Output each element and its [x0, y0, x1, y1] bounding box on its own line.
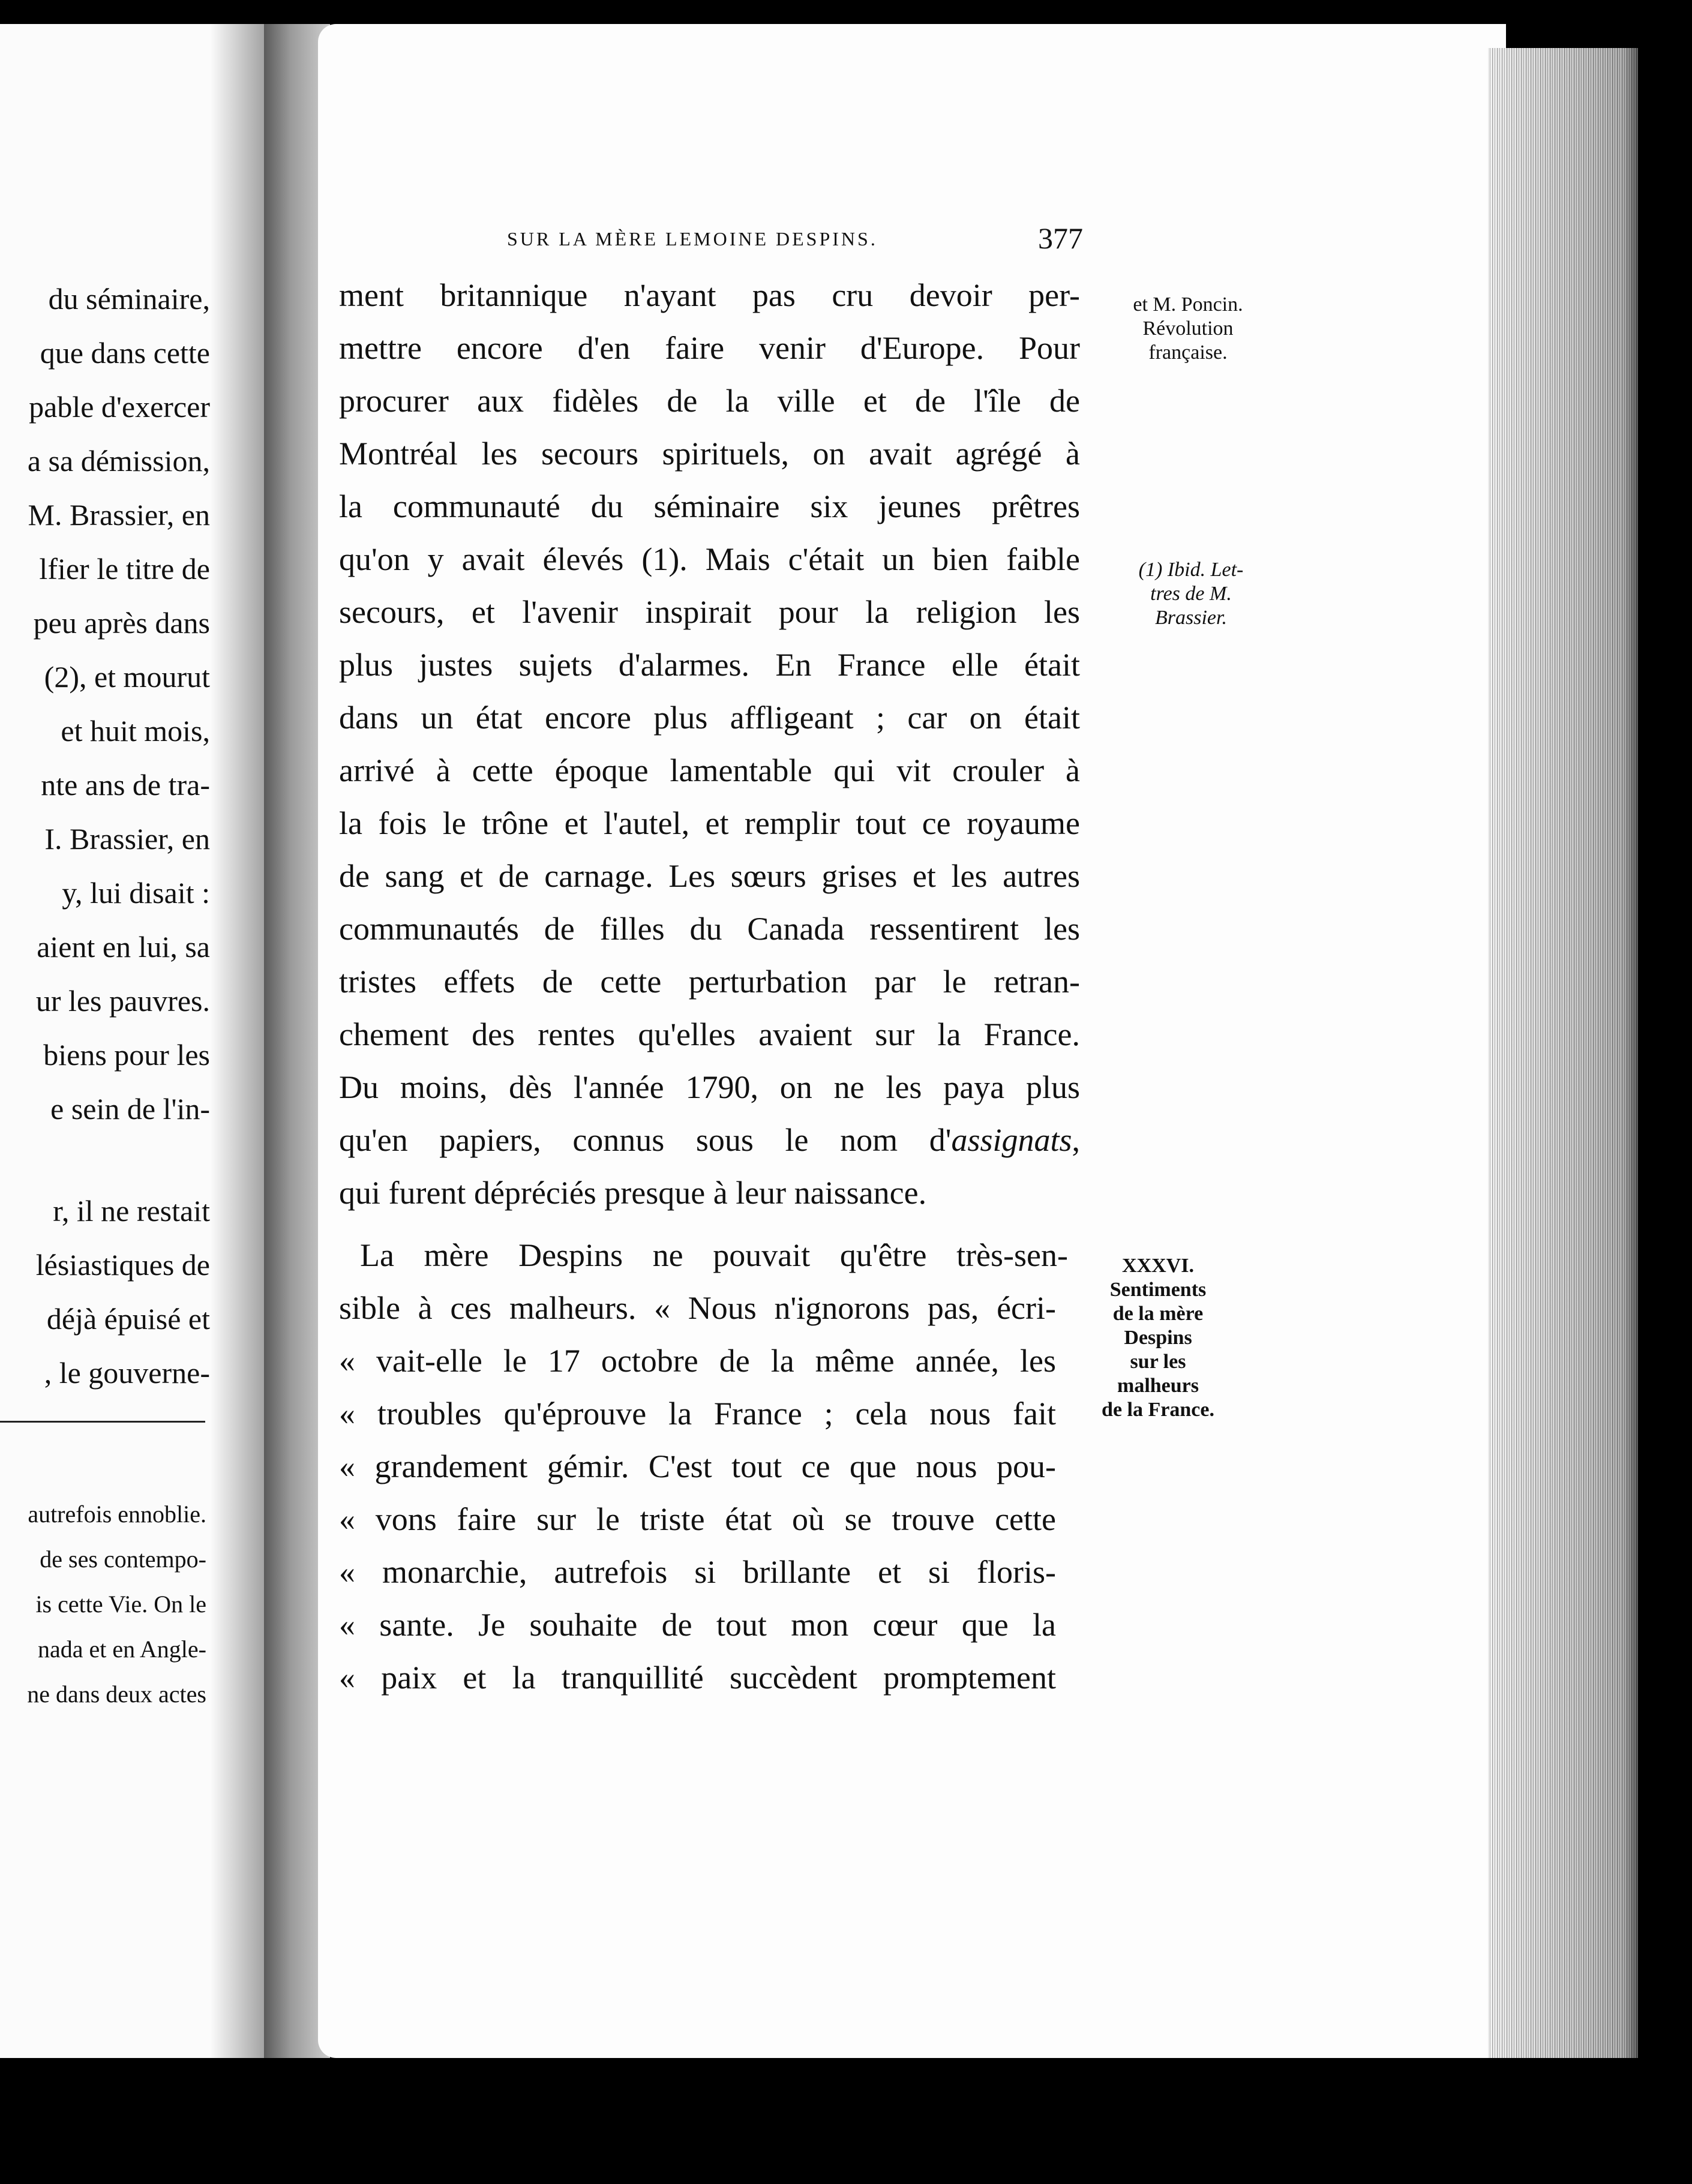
- left-footnote-line: ne dans deux actes: [27, 1681, 206, 1708]
- left-text-line: que dans cette: [40, 336, 210, 370]
- margin-note-line: Despins: [1124, 1327, 1192, 1349]
- margin-note-line: sur les: [1130, 1351, 1186, 1373]
- gutter-shadow: [210, 24, 264, 2058]
- left-text-line: ur les pauvres.: [35, 984, 210, 1018]
- left-footnote-line: de ses contempo-: [40, 1546, 206, 1573]
- text-line: « sante. Je souhaite de tout mon cœur que la: [339, 1607, 1056, 1643]
- text-line: ment britannique n'ayant pas cru devoir per-: [339, 277, 1080, 313]
- page-fore-edge: [1488, 48, 1638, 2058]
- left-text-line: (2), et mourut: [44, 660, 210, 694]
- left-footnote-line: nada et en Angle-: [38, 1636, 206, 1663]
- text-line: dans un état encore plus affligeant ; car on était: [339, 700, 1080, 736]
- page-number: 377: [1038, 221, 1083, 255]
- left-footnote-line: is cette Vie. On le: [35, 1591, 206, 1618]
- text-line: Du moins, dès l'année 1790, on ne les paya plus: [339, 1069, 1080, 1105]
- footnote-rule: [0, 1421, 205, 1423]
- text-line: mettre encore d'en faire venir d'Europe. Pour: [339, 330, 1080, 366]
- margin-note-line: de la France.: [1102, 1399, 1214, 1421]
- left-text-line: a sa démission,: [27, 444, 210, 478]
- margin-note-line: française.: [1148, 341, 1228, 364]
- margin-note-line: (1) Ibid. Let-: [1138, 559, 1244, 581]
- margin-note-line: de la mère: [1112, 1303, 1204, 1325]
- margin-note-line: tres de M.: [1150, 583, 1232, 605]
- left-text-line: peu après dans: [33, 606, 210, 640]
- text-line: « vait-elle le 17 octobre de la même année, les: [339, 1343, 1056, 1379]
- text-line: chement des rentes qu'elles avaient sur la France.: [339, 1016, 1080, 1052]
- left-text-line: e sein de l'in-: [50, 1092, 210, 1126]
- running-head: SUR LA MÈRE LEMOINE DESPINS.: [507, 228, 878, 250]
- text-line: qui furent dépréciés presque à leur naissance.: [339, 1175, 927, 1211]
- text-line: La mère Despins ne pouvait qu'être très-sen-: [360, 1237, 1068, 1273]
- text-line: [339, 1122, 1080, 1158]
- text-line: « vons faire sur le triste état où se trouve cette: [339, 1501, 1056, 1537]
- italic-term: assignats: [951, 1122, 1072, 1158]
- margin-note-line: malheurs: [1117, 1375, 1199, 1397]
- text-line: tristes effets de cette perturbation par le retran-: [339, 964, 1080, 1000]
- text-line: secours, et l'avenir inspirait pour la religion les: [339, 594, 1080, 630]
- margin-note-poncin: [1104, 293, 1272, 365]
- left-text-line: du séminaire,: [48, 282, 210, 316]
- left-text-line: et huit mois,: [61, 714, 210, 748]
- margin-note-line: XXXVI.: [1122, 1255, 1194, 1277]
- left-text-line: aient en lui, sa: [37, 930, 210, 964]
- left-text-line: nte ans de tra-: [41, 768, 210, 802]
- margin-note-line: Révolution: [1142, 317, 1234, 340]
- margin-note-section: [1080, 1254, 1236, 1422]
- left-text-line: r, il ne restait: [53, 1194, 210, 1228]
- text-line: arrivé à cette époque lamentable qui vit crouler à: [339, 752, 1080, 788]
- text-line: procurer aux fidèles de la ville et de l'île de: [339, 383, 1080, 419]
- left-text-line: I. Brassier, en: [44, 822, 210, 856]
- text-line: plus justes sujets d'alarmes. En France elle était: [339, 647, 1080, 683]
- margin-note-line: Sentiments: [1109, 1279, 1207, 1301]
- text-line: la communauté du séminaire six jeunes prêtres: [339, 488, 1080, 524]
- text-line: qu'on y avait élevés (1). Mais c'était un bien faible: [339, 541, 1080, 577]
- margin-note-line: et M. Poncin.: [1133, 293, 1243, 316]
- left-text-line: lésiastiques de: [35, 1248, 210, 1282]
- left-text-line: y, lui disait :: [62, 876, 210, 910]
- text-line: « monarchie, autrefois si brillante et si floris-: [339, 1554, 1056, 1590]
- text-line-start: qu'en papiers, connus sous le nom d': [339, 1122, 952, 1158]
- text-line: la fois le trône et l'autel, et remplir tout ce royaume: [339, 805, 1080, 841]
- margin-note-line: Brassier.: [1155, 607, 1227, 629]
- left-text-line: biens pour les: [43, 1038, 210, 1072]
- text-line: de sang et de carnage. Les sœurs grises et les autres: [339, 858, 1080, 894]
- text-line: Montréal les secours spirituels, on avait agrégé à: [339, 436, 1080, 472]
- left-text-line: pable d'exercer: [29, 390, 210, 424]
- page-header: [507, 221, 1083, 264]
- text-line: « grandement gémir. C'est tout ce que nous pou-: [339, 1448, 1056, 1484]
- text-line: « paix et la tranquillité succèdent promptement: [339, 1660, 1056, 1696]
- left-text-line: , le gouverne-: [44, 1356, 210, 1390]
- margin-note-citation: [1113, 558, 1269, 630]
- text-line: sible à ces malheurs. « Nous n'ignorons pas, écri-: [339, 1290, 1056, 1326]
- left-footnote-line: autrefois ennoblie.: [28, 1501, 206, 1528]
- left-text-line: lfier le titre de: [39, 552, 210, 586]
- punctuation: ,: [1072, 1122, 1080, 1158]
- left-text-line: M. Brassier, en: [28, 498, 210, 532]
- left-text-line: déjà épuisé et: [46, 1302, 210, 1336]
- text-line: communautés de filles du Canada ressentirent les: [339, 911, 1080, 947]
- left-facing-page: [0, 24, 264, 2058]
- text-line: « troubles qu'éprouve la France ; cela nous fait: [339, 1396, 1056, 1432]
